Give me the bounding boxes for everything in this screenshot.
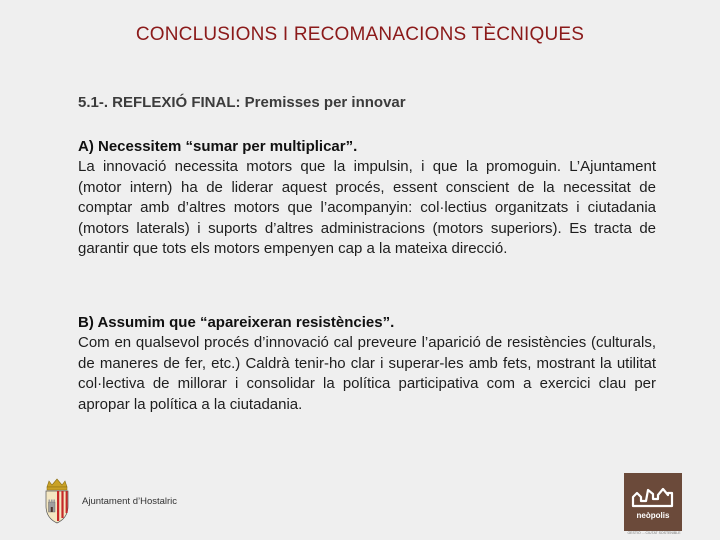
section-b: [78, 313, 656, 415]
section-a: [78, 137, 656, 260]
ajuntament-logo-text: Ajuntament d’Hostalric: [82, 496, 178, 507]
skyline-icon: [624, 473, 682, 513]
neopolis-logo: [624, 473, 682, 531]
slide-title: CONCLUSIONS I RECOMANACIONS TÈCNIQUES: [135, 24, 585, 45]
section-a-heading: A) Necessitem “sumar per multiplicar”.: [78, 138, 358, 155]
section-a-body: La innovació necessita motors que la impulsin, i que la promoguin. L’Ajuntament (motor intern) ha de liderar aquest procés, essent conscient de la necessitat de comptar amb d’altres motors que l’acompanyin: col·lectius organitzats i ciutadania (motors laterals) i suports d’altres administracions (motors superiors). Es tracta de garantir que tots els motors empenyen cap a la mateixa direcció.: [78, 158, 656, 257]
neopolis-logo-text: neòpolis: [636, 511, 670, 520]
section-b-body: Com en qualsevol procés d’innovació cal preveure l’aparició de resistències (culturals, de maneres de fer, etc.) Caldrà tenir-ho clar i superar-les amb fets, mostrant la utilitat col·lectiva de millorar i consolidar la política participativa com a exercici clau per apropar la política a la ciutadania.: [78, 334, 656, 413]
neopolis-tagline: GESTIÓ ... CIUTAT SOSTENIBLE: [627, 531, 681, 535]
slide-subtitle: 5.1-. REFLEXIÓ FINAL: Premisses per innovar: [78, 94, 406, 111]
ajuntament-logo: [40, 478, 200, 524]
coat-of-arms-icon: [40, 478, 74, 524]
section-b-heading: B) Assumim que “apareixeran resistències”.: [78, 314, 395, 331]
